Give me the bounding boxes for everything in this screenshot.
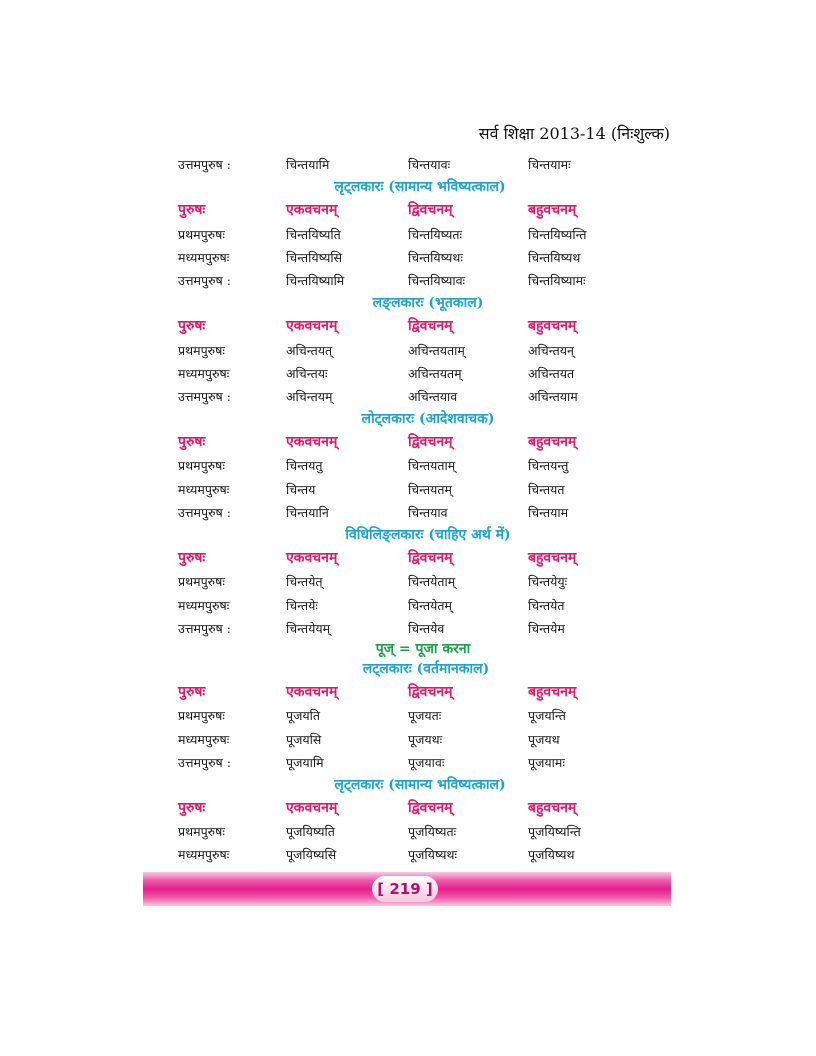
table-row bbox=[178, 152, 678, 175]
table-row bbox=[178, 750, 678, 773]
col-ekavachana-heading: एकवचनम् bbox=[286, 550, 338, 567]
bahuvachana-cell: पूजयिष्यन्ति bbox=[528, 824, 581, 840]
lakara-title: लङ्लकारः (भूतकाल) bbox=[372, 295, 484, 312]
col-dvivachana-heading: द्विवचनम् bbox=[408, 434, 453, 451]
ekavachana-cell: चिन्तयामि bbox=[286, 157, 330, 172]
ekavachana-cell: चिन्तयेयम् bbox=[286, 620, 331, 636]
col-bahuvachana-heading: बहुवचनम् bbox=[528, 202, 577, 219]
dvivachana-cell: चिन्तयिष्यथः bbox=[408, 249, 463, 265]
col-dvivachana-heading: द्विवचनम् bbox=[408, 202, 453, 219]
purusha-cell: उत्तमपुरुष : bbox=[178, 754, 231, 770]
bahuvachana-cell: चिन्तयेत bbox=[528, 597, 565, 613]
dvivachana-cell: पूजयावः bbox=[408, 754, 445, 770]
bahuvachana-cell: चिन्तयन्तु bbox=[528, 458, 569, 474]
dvivachana-cell: चिन्तयेव bbox=[408, 620, 445, 636]
purusha-cell: मध्यमपुरुषः bbox=[178, 847, 230, 863]
table-row bbox=[178, 453, 678, 476]
ekavachana-cell: पूजयति bbox=[286, 708, 320, 724]
lakara-title: लोट्लकारः (आदेशवाचक) bbox=[361, 411, 495, 428]
ekavachana-cell: चिन्तयिष्यामि bbox=[286, 272, 345, 288]
dvivachana-cell: पूजयथः bbox=[408, 731, 443, 747]
column-header-row bbox=[178, 314, 678, 337]
ekavachana-cell: पूजयसि bbox=[286, 731, 322, 747]
table-row bbox=[178, 703, 678, 726]
ekavachana-cell: चिन्तयिष्यति bbox=[286, 226, 341, 242]
table-row bbox=[178, 361, 678, 384]
dvivachana-cell: अचिन्तयताम् bbox=[408, 342, 465, 358]
col-bahuvachana-heading: बहुवचनम् bbox=[528, 434, 577, 451]
dvivachana-cell: चिन्तयिष्यावः bbox=[408, 272, 466, 288]
lakara-title: लृट्लकारः (सामान्य भविष्यत्काल) bbox=[334, 776, 506, 793]
ekavachana-cell: अचिन्तयत् bbox=[286, 342, 333, 358]
col-ekavachana-heading: एकवचनम् bbox=[286, 800, 338, 817]
page-header: सर्व शिक्षा 2013-14 (निःशुल्क) bbox=[478, 124, 670, 143]
dvivachana-cell: पूजयतः bbox=[408, 708, 442, 724]
dvivachana-cell: चिन्तयताम् bbox=[408, 458, 456, 474]
col-ekavachana-heading: एकवचनम् bbox=[286, 434, 338, 451]
purusha-cell: उत्तमपुरुष : bbox=[178, 388, 231, 404]
dvivachana-cell: पूजयिष्यतः bbox=[408, 824, 457, 840]
table-row bbox=[178, 384, 678, 407]
col-dvivachana-heading: द्विवचनम् bbox=[408, 684, 453, 701]
table-row bbox=[178, 569, 678, 592]
purusha-cell: प्रथमपुरुषः bbox=[178, 458, 225, 474]
table-row bbox=[178, 593, 678, 616]
col-bahuvachana-heading: बहुवचनम् bbox=[528, 800, 577, 817]
ekavachana-cell: चिन्तयानि bbox=[286, 504, 329, 520]
purusha-cell: उत्तमपुरुष : bbox=[178, 620, 231, 636]
col-dvivachana-heading: द्विवचनम् bbox=[408, 318, 453, 335]
bahuvachana-cell: चिन्तयिष्यामः bbox=[528, 272, 586, 288]
ekavachana-cell: पूजयिष्यसि bbox=[286, 847, 337, 863]
col-ekavachana-heading: एकवचनम् bbox=[286, 318, 338, 335]
purusha-cell: मध्यमपुरुषः bbox=[178, 365, 230, 381]
table-row bbox=[178, 842, 678, 865]
ekavachana-cell: अचिन्तयम् bbox=[286, 388, 333, 404]
bahuvachana-cell: पूजयिष्यथ bbox=[528, 847, 575, 863]
purusha-cell: प्रथमपुरुषः bbox=[178, 342, 225, 358]
col-ekavachana-heading: एकवचनम् bbox=[286, 684, 338, 701]
table-row bbox=[178, 222, 678, 245]
column-header-row bbox=[178, 198, 678, 221]
conjugation-content bbox=[178, 152, 678, 866]
purusha-cell: प्रथमपुरुषः bbox=[178, 574, 225, 590]
purusha-cell: उत्तमपुरुष : bbox=[178, 504, 231, 520]
table-row bbox=[178, 500, 678, 523]
dvivachana-cell: अचिन्तयाव bbox=[408, 388, 458, 404]
bahuvachana-cell: पूजयन्ति bbox=[528, 708, 566, 724]
purusha-cell: मध्यमपुरुषः bbox=[178, 597, 230, 613]
dvivachana-cell: पूजयिष्यथः bbox=[408, 847, 458, 863]
purusha-cell: मध्यमपुरुषः bbox=[178, 249, 230, 265]
purusha-cell: प्रथमपुरुषः bbox=[178, 226, 225, 242]
dvivachana-cell: चिन्तयावः bbox=[408, 157, 451, 172]
ekavachana-cell: चिन्तयिष्यसि bbox=[286, 249, 343, 265]
ekavachana-cell: पूजयिष्यति bbox=[286, 824, 335, 840]
table-row bbox=[178, 338, 678, 361]
lakara-title: लट्लकारः (वर्तमानकाल) bbox=[362, 660, 490, 677]
col-purusha-heading: पुरुषः bbox=[178, 434, 206, 451]
bahuvachana-cell: पूजयथ bbox=[528, 731, 560, 747]
purusha-cell: प्रथमपुरुषः bbox=[178, 824, 225, 840]
dvivachana-cell: अचिन्तयतम् bbox=[408, 365, 462, 381]
ekavachana-cell: चिन्तय bbox=[286, 481, 316, 497]
dhatu-title: पूज् = पूजा करना bbox=[375, 640, 471, 657]
column-header-row bbox=[178, 430, 678, 453]
bahuvachana-cell: अचिन्तयन् bbox=[528, 342, 574, 358]
dvivachana-cell: चिन्तयेताम् bbox=[408, 574, 456, 590]
page-number: [ 219 ] bbox=[372, 876, 438, 902]
ekavachana-cell: चिन्तयेः bbox=[286, 597, 318, 613]
bahuvachana-cell: चिन्तयत bbox=[528, 481, 565, 497]
col-purusha-heading: पुरुषः bbox=[178, 800, 206, 817]
bahuvachana-cell: चिन्तयेम bbox=[528, 620, 565, 636]
ekavachana-cell: अचिन्तयः bbox=[286, 365, 328, 381]
bahuvachana-cell: पूजयामः bbox=[528, 754, 565, 770]
ekavachana-cell: चिन्तयतु bbox=[286, 458, 323, 474]
purusha-cell: मध्यमपुरुषः bbox=[178, 481, 230, 497]
ekavachana-cell: चिन्तयेत् bbox=[286, 574, 323, 590]
col-purusha-heading: पुरुषः bbox=[178, 550, 206, 567]
col-purusha-heading: पुरुषः bbox=[178, 202, 206, 219]
purusha-cell: उत्तमपुरुष : bbox=[178, 272, 231, 288]
col-dvivachana-heading: द्विवचनम् bbox=[408, 550, 453, 567]
table-row bbox=[178, 616, 678, 639]
table-row bbox=[178, 268, 678, 291]
col-purusha-heading: पुरुषः bbox=[178, 318, 206, 335]
col-ekavachana-heading: एकवचनम् bbox=[286, 202, 338, 219]
dvivachana-cell: चिन्तयाव bbox=[408, 504, 448, 520]
column-header-row bbox=[178, 546, 678, 569]
table-row bbox=[178, 477, 678, 500]
ekavachana-cell: पूजयामि bbox=[286, 754, 324, 770]
column-header-row bbox=[178, 680, 678, 703]
bahuvachana-cell: अचिन्तयत bbox=[528, 365, 575, 381]
bahuvachana-cell: चिन्तयामः bbox=[528, 157, 571, 172]
col-bahuvachana-heading: बहुवचनम् bbox=[528, 318, 577, 335]
table-row bbox=[178, 245, 678, 268]
dvivachana-cell: चिन्तयेतम् bbox=[408, 597, 453, 613]
table-row bbox=[178, 819, 678, 842]
bahuvachana-cell: अचिन्तयाम bbox=[528, 388, 578, 404]
bahuvachana-cell: चिन्तयेयुः bbox=[528, 574, 568, 590]
purusha-cell: प्रथमपुरुषः bbox=[178, 708, 225, 724]
col-bahuvachana-heading: बहुवचनम् bbox=[528, 550, 577, 567]
bahuvachana-cell: चिन्तयिष्यथ bbox=[528, 249, 581, 265]
dvivachana-cell: चिन्तयतम् bbox=[408, 481, 453, 497]
col-bahuvachana-heading: बहुवचनम् bbox=[528, 684, 577, 701]
lakara-title: लृट्लकारः (सामान्य भविष्यत्काल) bbox=[334, 179, 506, 196]
lakara-title: विधिलिङ्लकारः (चाहिए अर्थ में) bbox=[345, 527, 511, 543]
purusha-cell: मध्यमपुरुषः bbox=[178, 731, 230, 747]
dvivachana-cell: चिन्तयिष्यतः bbox=[408, 226, 462, 242]
bahuvachana-cell: चिन्तयाम bbox=[528, 504, 569, 520]
col-purusha-heading: पुरुषः bbox=[178, 684, 206, 701]
bahuvachana-cell: चिन्तयिष्यन्ति bbox=[528, 226, 587, 242]
col-dvivachana-heading: द्विवचनम् bbox=[408, 800, 453, 817]
column-header-row bbox=[178, 796, 678, 819]
purusha-cell: उत्तमपुरुष : bbox=[178, 157, 231, 172]
table-row bbox=[178, 727, 678, 750]
